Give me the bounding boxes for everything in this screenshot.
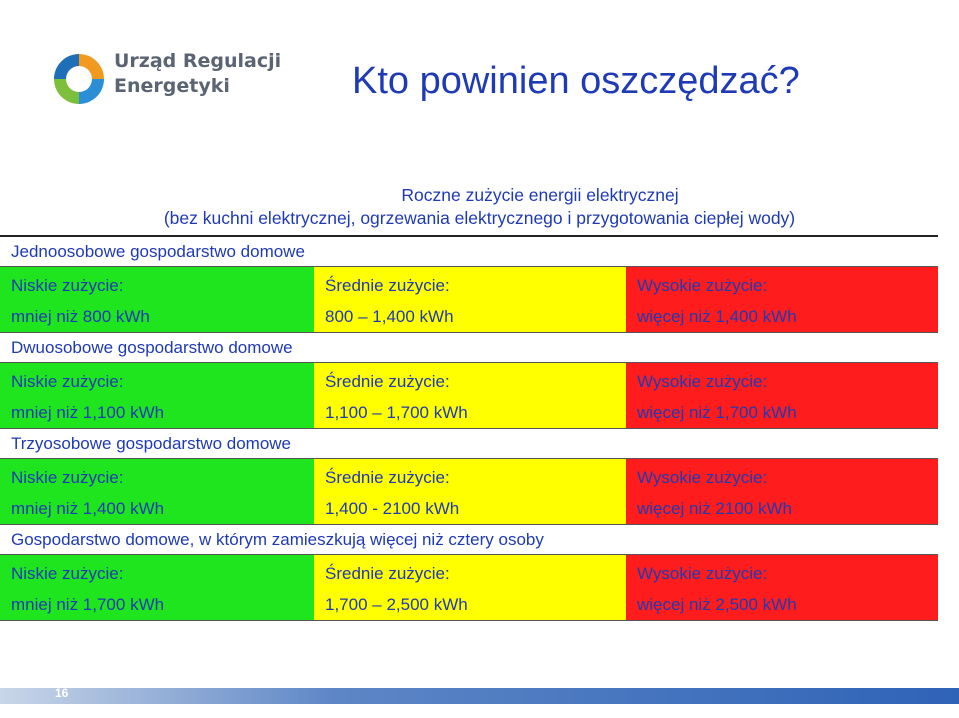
high-label: Wysokie zużycie: [637,564,768,583]
page-number: 16 [55,686,69,700]
consumption-row [0,267,938,333]
high-value: więcej niż 2100 kWh [637,499,792,518]
subtitle-line-1: Roczne zużycie energii elektrycznej [401,185,679,205]
group-header: Dwuosobowe gospodarstwo domowe [0,333,938,363]
mid-value: 1,400 - 2100 kWh [325,499,460,518]
low-value: mniej niż 1,700 kWh [11,595,165,614]
mid-consumption-cell [314,267,626,332]
low-consumption-cell [0,363,314,428]
mid-label: Średnie zużycie: [325,564,450,583]
mid-label: Średnie zużycie: [325,276,450,295]
consumption-row [0,363,938,429]
high-consumption-cell [626,459,938,524]
mid-consumption-cell [314,459,626,524]
high-value: więcej niż 1,400 kWh [637,307,797,326]
low-value: mniej niż 1,100 kWh [11,403,165,422]
high-value: więcej niż 2,500 kWh [637,595,797,614]
high-value: więcej niż 1,700 kWh [637,403,797,422]
high-consumption-cell [626,555,938,620]
subtitle-line-2: (bez kuchni elektrycznej, ogrzewania elektrycznego i przygotowania ciepłej wody) [163,208,796,228]
high-label: Wysokie zużycie: [637,372,768,391]
mid-consumption-cell [314,363,626,428]
high-label: Wysokie zużycie: [637,468,768,487]
logo-line-1: Urząd Regulacji [114,50,282,72]
group-header: Trzyosobowe gospodarstwo domowe [0,429,938,459]
page-title: Kto powinien oszczędzać? [352,60,800,102]
low-value: mniej niż 1,400 kWh [11,499,165,518]
mid-label: Średnie zużycie: [325,372,450,391]
low-consumption-cell [0,267,314,332]
mid-value: 1,700 – 2,500 kWh [325,595,468,614]
consumption-table [0,235,938,621]
footer-bar [0,688,959,704]
mid-value: 800 – 1,400 kWh [325,307,454,326]
group-header: Jednoosobowe gospodarstwo domowe [0,237,938,267]
low-label: Niskie zużycie: [11,276,124,295]
ure-logo [50,46,280,110]
logo-line-2: Energetyki [114,75,230,97]
low-label: Niskie zużycie: [11,564,124,583]
consumption-row [0,555,938,621]
low-label: Niskie zużycie: [11,372,124,391]
mid-consumption-cell [314,555,626,620]
consumption-row [0,459,938,525]
mid-label: Średnie zużycie: [325,468,450,487]
low-label: Niskie zużycie: [11,468,124,487]
high-label: Wysokie zużycie: [637,276,768,295]
high-consumption-cell [626,363,938,428]
high-consumption-cell [626,267,938,332]
group-header: Gospodarstwo domowe, w którym zamieszkują więcej niż cztery osoby [0,525,938,555]
low-consumption-cell [0,459,314,524]
mid-value: 1,100 – 1,700 kWh [325,403,468,422]
low-value: mniej niż 800 kWh [11,307,150,326]
low-consumption-cell [0,555,314,620]
ure-logo-icon [50,50,108,108]
